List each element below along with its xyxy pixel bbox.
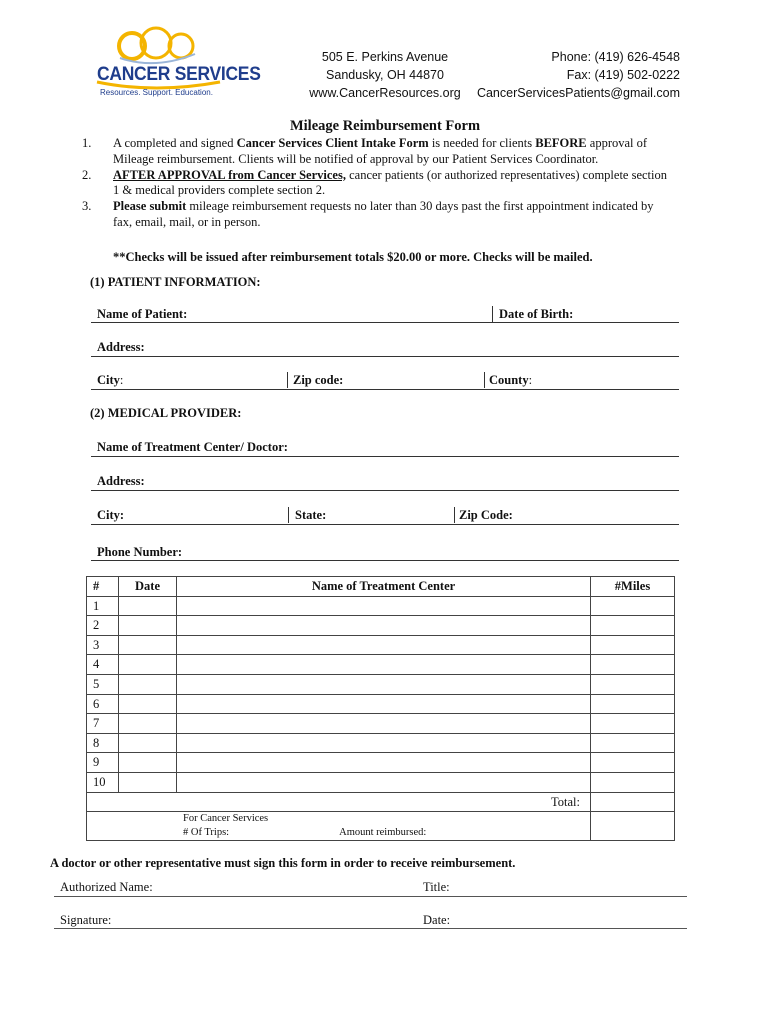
provider-address-label: Address: (97, 474, 145, 488)
table-row (87, 714, 675, 734)
website-line: www.CancerResources.org (309, 86, 461, 100)
miles-cell[interactable] (591, 596, 675, 616)
trips-amount-line (183, 826, 590, 840)
street-line: 505 E. Perkins Avenue (321, 50, 449, 64)
phone-line: Phone: (419) 626-4548 (551, 50, 680, 64)
table-row (87, 674, 675, 694)
title-label: Title: (423, 880, 450, 894)
date-cell[interactable] (119, 733, 177, 753)
provider-zip-label: Zip Code: (459, 508, 513, 522)
logo-wordmark: CANCER SERVICES (97, 64, 261, 85)
instruction-text: approval of Mileage reimbursement. Clients will be notified of approval by our Patient Services Coordinator. (113, 136, 648, 166)
fax-line: Fax: (419) 502-0222 (566, 68, 680, 82)
email-line: CancerServicesPatients@gmail.com (476, 86, 680, 100)
county-label-colon: : (528, 373, 533, 387)
instruction-number: 2. (82, 167, 92, 182)
instruction-text: is needed for clients (428, 136, 536, 150)
date-of-birth-label: Date of Birth: (499, 307, 574, 321)
date-cell[interactable] (119, 674, 177, 694)
instruction-number: 1. (82, 136, 92, 150)
city-label-colon: : (119, 373, 124, 387)
miles-cell[interactable] (591, 635, 675, 655)
miles-cell[interactable] (591, 674, 675, 694)
logo-tagline: Resources. Support. Education. (100, 88, 213, 97)
miles-cell[interactable] (591, 694, 675, 714)
number-of-trips-label: # Of Trips: (183, 827, 230, 839)
city-label-text: City (97, 373, 120, 387)
treatment-center-cell[interactable] (177, 674, 591, 694)
col-treatment-center-header: Name of Treatment Center (177, 577, 591, 597)
organization-address (300, 48, 470, 102)
row-number: 5 (87, 674, 119, 694)
miles-cell[interactable] (591, 753, 675, 773)
amount-reimbursed-label: Amount reimbursed: (339, 827, 427, 839)
instruction-item (82, 136, 672, 168)
county-label-text: County (489, 373, 529, 387)
instruction-emphasis: BEFORE (535, 136, 587, 150)
table-row (87, 616, 675, 636)
treatment-center-cell[interactable] (177, 714, 591, 734)
row-number: 9 (87, 753, 119, 773)
total-miles-cell[interactable] (591, 792, 675, 812)
signature-label: Signature: (60, 913, 112, 927)
instruction-emphasis: Please submit (113, 199, 187, 214)
provider-state-label: State: (295, 508, 327, 522)
provider-phone-field[interactable] (91, 560, 679, 561)
provider-address-field[interactable] (91, 490, 679, 491)
patient-address-field[interactable] (91, 356, 679, 357)
date-cell[interactable] (119, 635, 177, 655)
treatment-center-cell[interactable] (177, 733, 591, 753)
row-number: 7 (87, 714, 119, 734)
date-cell[interactable] (119, 753, 177, 773)
miles-cell[interactable] (591, 616, 675, 636)
amount-cell[interactable] (591, 812, 675, 841)
patient-county-label (489, 373, 532, 388)
miles-cell[interactable] (591, 714, 675, 734)
field-separator (454, 507, 455, 523)
table-row (87, 635, 675, 655)
date-cell[interactable] (119, 655, 177, 675)
row-number: 8 (87, 733, 119, 753)
row-number: 6 (87, 694, 119, 714)
col-date-header: Date (119, 577, 177, 597)
signature-requirement-note: A doctor or other representative must sign this form in order to receive reimbursement. (50, 856, 516, 870)
col-miles-header: #Miles (591, 577, 675, 597)
treatment-center-label: Name of Treatment Center/ Doctor: (97, 440, 288, 454)
miles-cell[interactable] (591, 733, 675, 753)
provider-city-label: City: (97, 508, 125, 522)
row-number: 1 (87, 596, 119, 616)
treatment-center-field[interactable] (91, 456, 679, 457)
for-cancer-services-label: For Cancer Services (183, 813, 269, 825)
field-separator (484, 372, 485, 388)
patient-name-field[interactable] (91, 322, 679, 323)
field-separator (492, 306, 493, 322)
instruction-item (82, 199, 672, 231)
treatment-center-cell[interactable] (177, 772, 591, 792)
instruction-text: cancer patients (or authorized representatives) complete section 1 & medical providers complete section 2. (113, 167, 668, 198)
organization-contact (460, 48, 680, 102)
intake-form-name: Cancer Services Client Intake Form (236, 136, 429, 150)
table-row (87, 655, 675, 675)
patient-city-zip-county-field[interactable] (91, 389, 679, 390)
checks-note: **Checks will be issued after reimbursement totals $20.00 or more. Checks will be mailed. (113, 250, 593, 264)
table-row (87, 733, 675, 753)
treatment-center-cell[interactable] (177, 753, 591, 773)
provider-phone-label: Phone Number: (97, 545, 183, 559)
instructions-list (82, 136, 672, 231)
authorized-name-title-field[interactable] (54, 896, 687, 897)
total-label: Total: (87, 792, 591, 812)
treatment-center-cell[interactable] (177, 694, 591, 714)
city-line: Sandusky, OH 44870 (326, 68, 444, 82)
date-cell[interactable] (119, 616, 177, 636)
cancer-services-row (87, 812, 675, 841)
provider-city-state-zip-field[interactable] (91, 524, 679, 525)
row-number: 10 (87, 772, 119, 792)
patient-city-label (97, 373, 123, 388)
authorized-name-label: Authorized Name: (60, 880, 153, 894)
date-cell[interactable] (119, 694, 177, 714)
patient-address-label: Address: (97, 340, 145, 354)
col-number-header: # (87, 577, 119, 597)
instruction-text: mileage reimbursement requests no later than 30 days past the first appointment indicated by fax, email, mail, or in person. (113, 199, 654, 229)
table-row (87, 753, 675, 773)
miles-cell[interactable] (591, 655, 675, 675)
table-header-row (87, 577, 675, 597)
patient-name-label: Name of Patient: (97, 307, 188, 321)
treatment-center-cell[interactable] (177, 616, 591, 636)
date-label: Date: (423, 913, 451, 927)
date-cell[interactable] (119, 772, 177, 792)
cancer-services-cell (87, 812, 591, 841)
treatment-center-cell[interactable] (177, 655, 591, 675)
date-cell[interactable] (119, 714, 177, 734)
form-title: Mileage Reimbursement Form (289, 118, 481, 134)
date-cell[interactable] (119, 596, 177, 616)
signature-date-field[interactable] (54, 928, 687, 929)
instruction-number: 3. (82, 199, 92, 214)
section-provider-heading: (2) MEDICAL PROVIDER: (90, 406, 242, 420)
row-number: 2 (87, 616, 119, 636)
treatment-center-cell[interactable] (177, 596, 591, 616)
section-patient-heading: (1) PATIENT INFORMATION: (90, 275, 261, 289)
table-row (87, 772, 675, 792)
miles-cell[interactable] (591, 772, 675, 792)
instruction-text: A completed and signed (113, 136, 237, 150)
instruction-item (82, 168, 672, 200)
field-separator (288, 507, 289, 523)
table-row (87, 596, 675, 616)
row-number: 4 (87, 655, 119, 675)
field-separator (287, 372, 288, 388)
row-number: 3 (87, 635, 119, 655)
instruction-emphasis: AFTER APPROVAL from Cancer Services, (113, 167, 346, 182)
treatment-center-cell[interactable] (177, 635, 591, 655)
mileage-table (86, 576, 675, 841)
total-row (87, 792, 675, 812)
table-row (87, 694, 675, 714)
patient-zip-label: Zip code: (293, 373, 344, 387)
